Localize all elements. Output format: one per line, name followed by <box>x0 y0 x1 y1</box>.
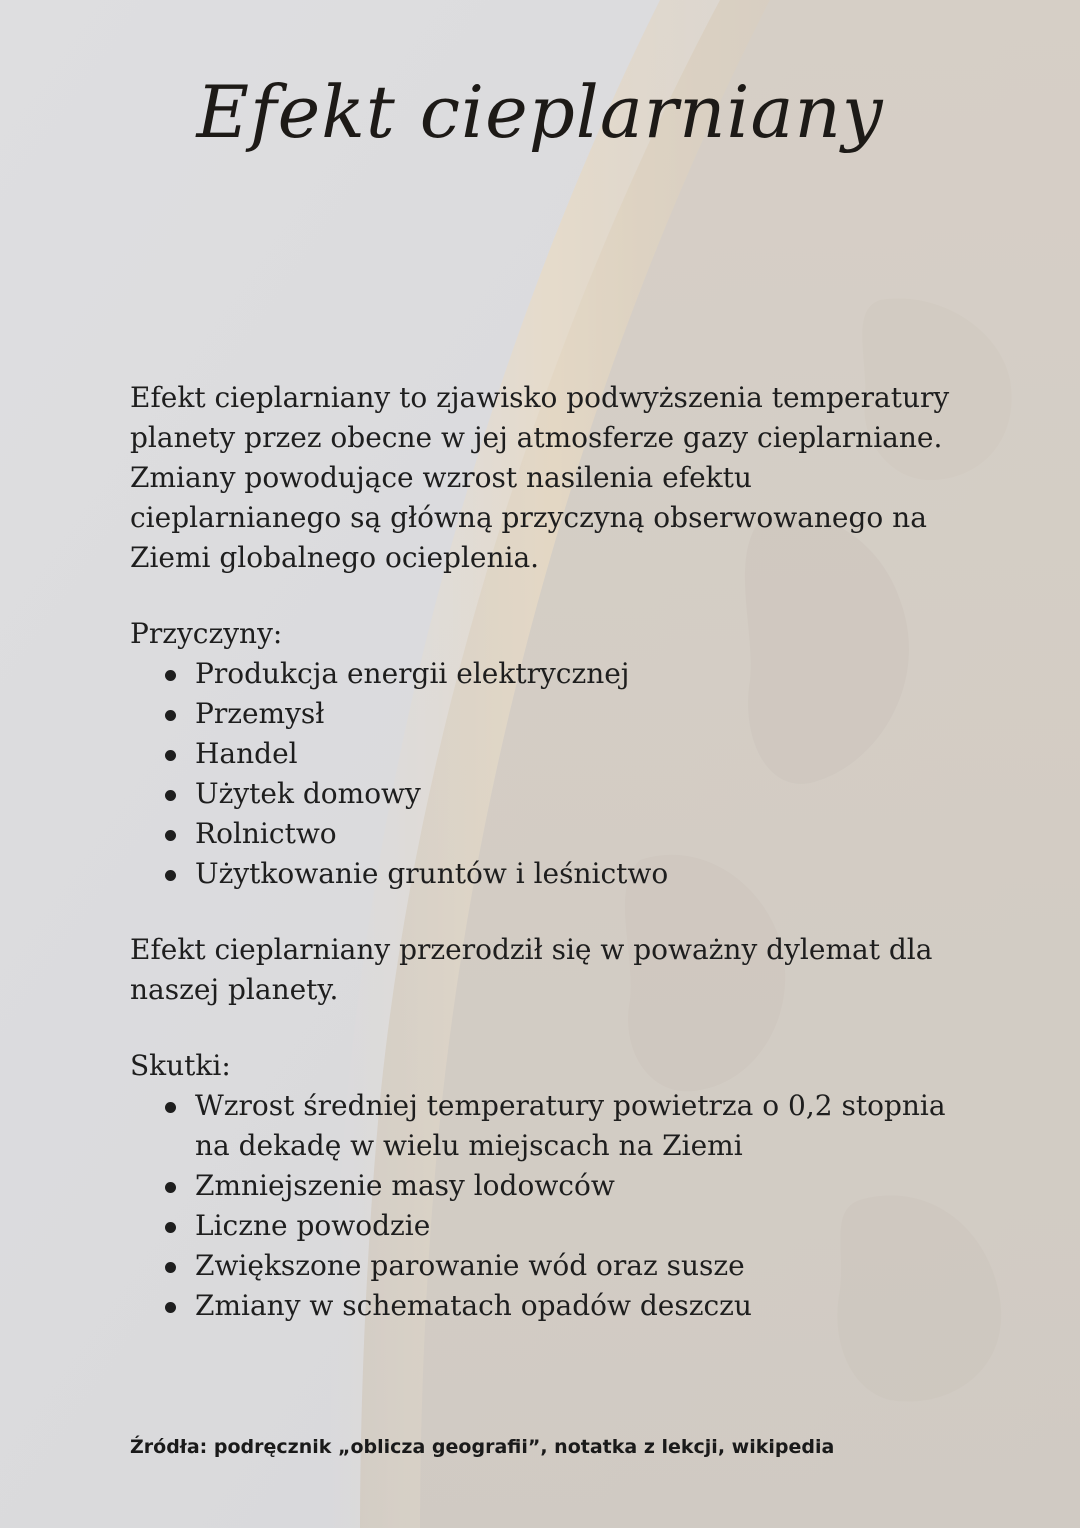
bullet-icon <box>165 1262 176 1273</box>
bullet-icon <box>165 1102 176 1113</box>
page-title: Efekt cieplarniany <box>196 70 884 154</box>
bullet-icon <box>165 790 176 801</box>
bullet-icon <box>165 870 176 881</box>
list-item: Produkcja energii elektrycznej <box>195 654 960 694</box>
list-item: Rolnictwo <box>195 814 960 854</box>
list-item: Handel <box>195 734 960 774</box>
list-item: Zwiększone parowanie wód oraz susze <box>195 1246 960 1286</box>
list-item: Użytkowanie gruntów i leśnictwo <box>195 854 960 894</box>
bullet-icon <box>165 750 176 761</box>
list-item: Przemysł <box>195 694 960 734</box>
sources-footer: Źródła: podręcznik „oblicza geografii”, notatka z lekcji, wikipedia <box>130 1436 835 1458</box>
intro-paragraph: Efekt cieplarniany to zjawisko podwyższenia temperatury planety przez obecne w jej atmosferze gazy cieplarniane. Zmiany powodujące wzrost nasilenia efektu cieplarnianego są główną przyczyną obserwowanego na Ziemi globalnego ocieplenia. <box>130 381 950 574</box>
list-item: Zmiany w schematach opadów deszczu <box>195 1286 960 1326</box>
causes-heading: Przyczyny: <box>130 617 283 650</box>
main-content <box>130 378 960 1326</box>
list-item: Wzrost średniej temperatury powietrza o 0,2 stopnia na dekadę w wielu miejscach na Ziemi <box>195 1086 960 1166</box>
effects-heading: Skutki: <box>130 1049 231 1082</box>
bullet-icon <box>165 1302 176 1313</box>
middle-paragraph: Efekt cieplarniany przerodził się w poważny dylemat dla naszej planety. <box>130 933 933 1006</box>
causes-list <box>130 654 960 894</box>
bullet-icon <box>165 670 176 681</box>
bullet-icon <box>165 830 176 841</box>
effects-list <box>130 1086 960 1326</box>
list-item: Użytek domowy <box>195 774 960 814</box>
bullet-icon <box>165 1182 176 1193</box>
list-item: Liczne powodzie <box>195 1206 960 1246</box>
bullet-icon <box>165 710 176 721</box>
bullet-icon <box>165 1222 176 1233</box>
list-item: Zmniejszenie masy lodowców <box>195 1166 960 1206</box>
